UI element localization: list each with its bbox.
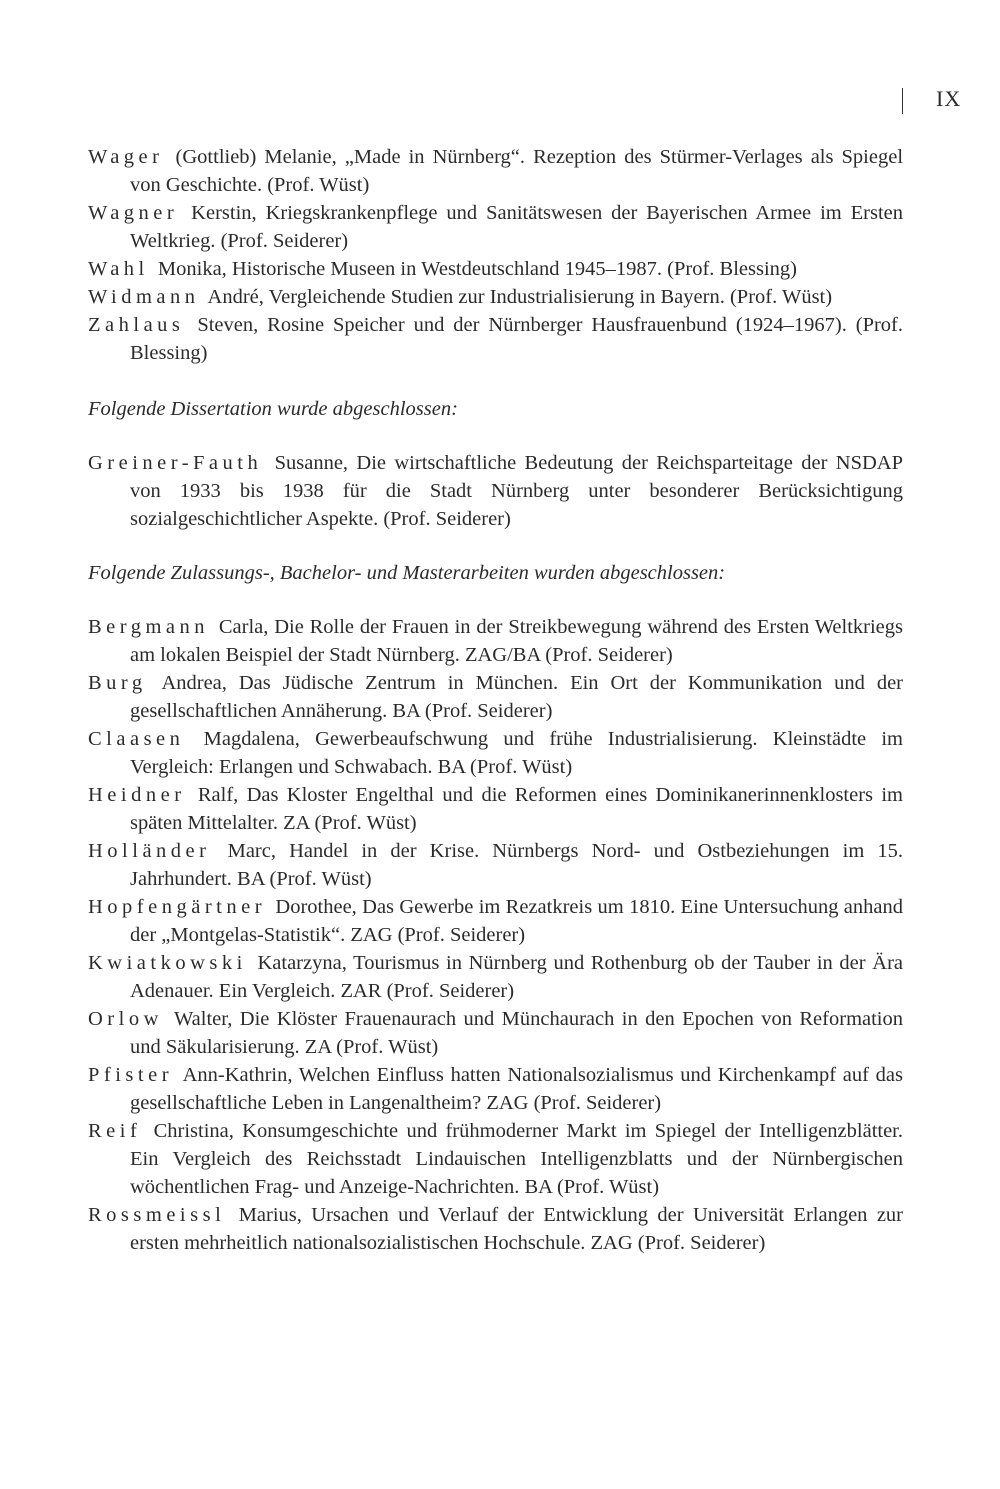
list-item [88, 837, 903, 893]
list-item [88, 143, 903, 199]
list-item [88, 1061, 903, 1117]
author-name: Greiner-Fauth [88, 452, 263, 474]
list-item [88, 893, 903, 949]
list-item [88, 1201, 903, 1257]
entry-text: Carla, Die Rolle der Frauen in der Streikbewegung während des Ersten Weltkriegs am lokalen Beispiel der Stadt Nürnberg. ZAG/BA (Prof. Seiderer) [130, 616, 904, 666]
author-name: Rossmeissl [88, 1204, 226, 1226]
entry-text: Katarzyna, Tourismus in Nürnberg und Rothenburg ob der Tauber in der Ära Adenauer. Ein Vergleich. ZAR (Prof. Seiderer) [130, 952, 903, 1002]
list-item [88, 1005, 903, 1061]
list-item [88, 949, 903, 1005]
list-item [88, 1117, 903, 1201]
entry-text: Susanne, Die wirtschaftliche Bedeutung der Reichsparteitage der NSDAP von 1933 bis 1938 für die Stadt Nürnberg unter besonderer Berücksichtigung sozialgeschichtlicher Aspekte. (Prof. Seiderer) [130, 452, 903, 530]
entry-text: Dorothee, Das Gewerbe im Rezatkreis um 1810. Eine Untersuchung anhand der „Montgelas-Statistik“. ZAG (Prof. Seiderer) [130, 896, 904, 946]
author-name: Hopfengärtner [88, 896, 267, 918]
entry-text: Marc, Handel in der Krise. Nürnbergs Nord- und Ostbeziehungen im 15. Jahrhundert. BA (Prof. Wüst) [130, 840, 904, 890]
list-item [88, 669, 903, 725]
entry-text: André, Vergleichende Studien zur Industrialisierung in Bayern. (Prof. Wüst) [207, 286, 833, 308]
entry-text: Magdalena, Gewerbeaufschwung und frühe Industrialisierung. Kleinstädte im Vergleich: Erlangen und Schwabach. BA (Prof. Wüst) [130, 728, 903, 778]
list-item [88, 199, 903, 255]
list-item [88, 725, 903, 781]
section-heading-theses: Folgende Zulassungs-, Bachelor- und Masterarbeiten wurden abgeschlossen: [88, 562, 726, 584]
entry-text: Kerstin, Kriegskrankenpflege und Sanitätswesen der Bayerischen Armee im Ersten Weltkrieg. (Prof. Seiderer) [130, 202, 904, 252]
entry-text: Andrea, Das Jüdische Zentrum in München. Ein Ort der Kommunikation und der gesellschaftlichen Annäherung. BA (Prof. Seiderer) [130, 672, 904, 722]
author-name: Burg [88, 672, 147, 694]
author-name: Kwiatkowski [88, 952, 247, 974]
header-rule [902, 88, 903, 114]
list-item [88, 283, 903, 311]
entry-text: Ann-Kathrin, Welchen Einfluss hatten Nationalsozialismus und Kirchenkampf auf das gesellschaftliche Leben in Langenaltheim? ZAG (Prof. Seiderer) [130, 1064, 903, 1114]
section-heading-dissertation: Folgende Dissertation wurde abgeschlossen: [88, 398, 458, 420]
list-item [88, 255, 903, 283]
theses-list [88, 613, 903, 1257]
page-header [0, 86, 1000, 116]
entry-text: Ralf, Das Kloster Engelthal und die Reformen eines Dominikanerinnenklosters im späten Mittelalter. ZA (Prof. Wüst) [130, 784, 903, 834]
author-name: Heidner [88, 784, 186, 806]
author-name: Wager [88, 146, 164, 168]
author-name: Holländer [88, 840, 211, 862]
author-name: Wagner [88, 202, 179, 224]
dissertation-entry [88, 449, 903, 533]
list-item [88, 613, 903, 669]
entry-text: Marius, Ursachen und Verlauf der Entwicklung der Universität Erlangen zur ersten mehrheitlich nationalsozialistischen Hochschule. ZAG (Prof. Seiderer) [130, 1204, 904, 1254]
author-name: Pfister [88, 1064, 174, 1086]
list-item [88, 781, 903, 837]
list-item [88, 311, 903, 367]
author-name: Claasen [88, 728, 185, 750]
author-name: Zahlaus [88, 314, 185, 336]
page-content [88, 143, 903, 1257]
entries-top-list [88, 143, 903, 367]
page-number: IX [936, 86, 962, 111]
author-name: Orlow [88, 1008, 163, 1030]
entry-text: Christina, Konsumgeschichte und frühmoderner Markt im Spiegel der Intelligenzblätter. Ein Vergleich des Reichsstadt Lindauischen Intelligenzblatts und der Nürnbergischen wöchentlichen Frag- und Anzeige-Nachrichten. BA (Prof. Wüst) [130, 1120, 904, 1198]
entry-text: Steven, Rosine Speicher und der Nürnberger Hausfrauenbund (1924–1967). (Prof. Blessing) [130, 314, 904, 364]
author-name: Widmann [88, 286, 200, 308]
author-name: Reif [88, 1120, 142, 1142]
author-name: Wahl [88, 258, 149, 280]
author-name: Bergmann [88, 616, 210, 638]
entry-text: (Gottlieb) Melanie, „Made in Nürnberg“. Rezeption des Stürmer-Verlages als Spiegel von Geschichte. (Prof. Wüst) [130, 146, 904, 196]
entry-text: Walter, Die Klöster Frauenaurach und Münchaurach in den Epochen von Reformation und Säkularisierung. ZA (Prof. Wüst) [130, 1008, 903, 1058]
entry-text: Monika, Historische Museen in Westdeutschland 1945–1987. (Prof. Blessing) [157, 258, 797, 280]
